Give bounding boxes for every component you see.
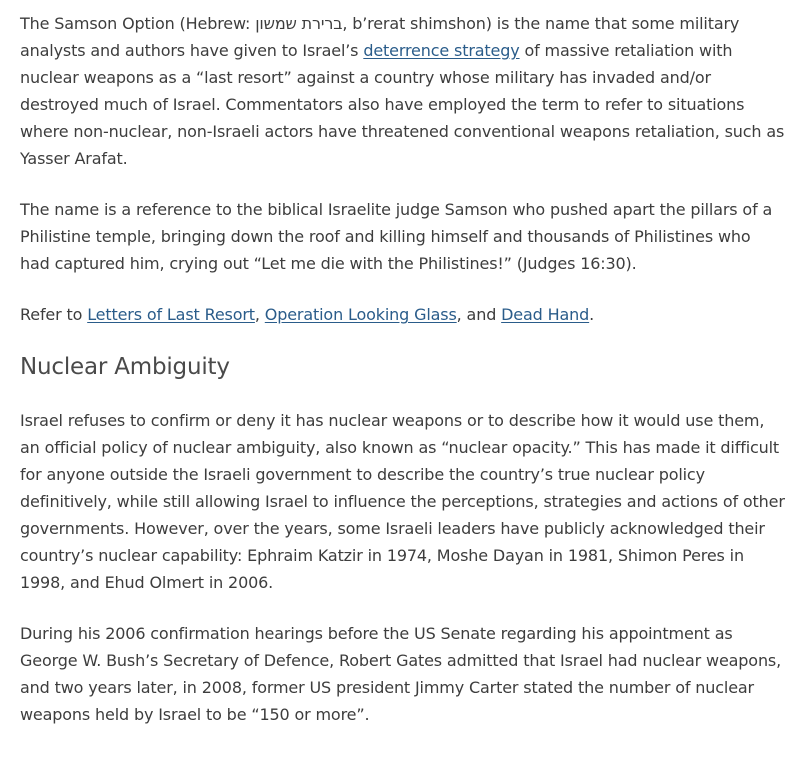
paragraph-text: of massive retaliation with nuclear weapons as a “last resort” against a country whose military has invaded and/or destroyed much of Israel. Commentators also have employed the term to refer to situations where non-nuclear, non-Israeli actors have threatened conventional weapons retaliation, such as Yasser Arafat. bbox=[20, 41, 785, 168]
article-body bbox=[20, 10, 785, 752]
link-operation-looking-glass[interactable]: Operation Looking Glass bbox=[264, 305, 457, 324]
paragraph-text: Refer to bbox=[20, 305, 88, 324]
paragraph-text: , b’rerat shimshon) is the name that some military analysts and authors have given to Israel’s bbox=[20, 14, 740, 60]
paragraph-samson-reference: The name is a reference to the biblical Israelite judge Samson who pushed apart the pillars of a Philistine temple, bringing down the roof and killing himself and thousands of Philistines who had captured him, crying out “Let me die with the Philistines!” (Judges 16:30). bbox=[20, 200, 773, 273]
hebrew-term: ברירת שמשון bbox=[255, 14, 343, 33]
paragraph-nuclear-ambiguity: Israel refuses to confirm or deny it has nuclear weapons or to describe how it would use them, an official policy of nuclear ambiguity, also known as “nuclear opacity.” This has made it difficult for anyone outside the Israeli government to describe the country’s true nuclear policy definitively, while still allowing Israel to influence the perceptions, strategies and actions of other governments. However, over the years, some Israeli leaders have publicly acknowledged their country’s nuclear capability: Ephraim Katzir in 1974, Moshe Dayan in 1981, Shimon Peres in 1998, and Ehud Olmert in 2006. bbox=[20, 411, 785, 592]
link-letters-of-last-resort[interactable]: Letters of Last Resort bbox=[87, 305, 255, 324]
link-dead-hand[interactable]: Dead Hand bbox=[501, 305, 590, 324]
paragraph-gates-carter: During his 2006 confirmation hearings before the US Senate regarding his appointment as George W. Bush’s Secretary of Defence, Robert Gates admitted that Israel had nuclear weapons, and two years later, in 2008, former US president Jimmy Carter stated the number of nuclear weapons held by Israel to be “150 or more”. bbox=[20, 624, 782, 724]
section-heading-nuclear-ambiguity: Nuclear Ambiguity bbox=[20, 354, 230, 380]
link-deterrence-strategy[interactable]: deterrence strategy bbox=[363, 41, 520, 60]
paragraph-refer-to bbox=[20, 301, 785, 328]
paragraph-text: The Samson Option (Hebrew: bbox=[20, 14, 256, 33]
separator: , and bbox=[456, 305, 502, 324]
paragraph-text: . bbox=[589, 305, 595, 324]
separator: , bbox=[254, 305, 265, 324]
paragraph-samson-option bbox=[20, 10, 785, 172]
